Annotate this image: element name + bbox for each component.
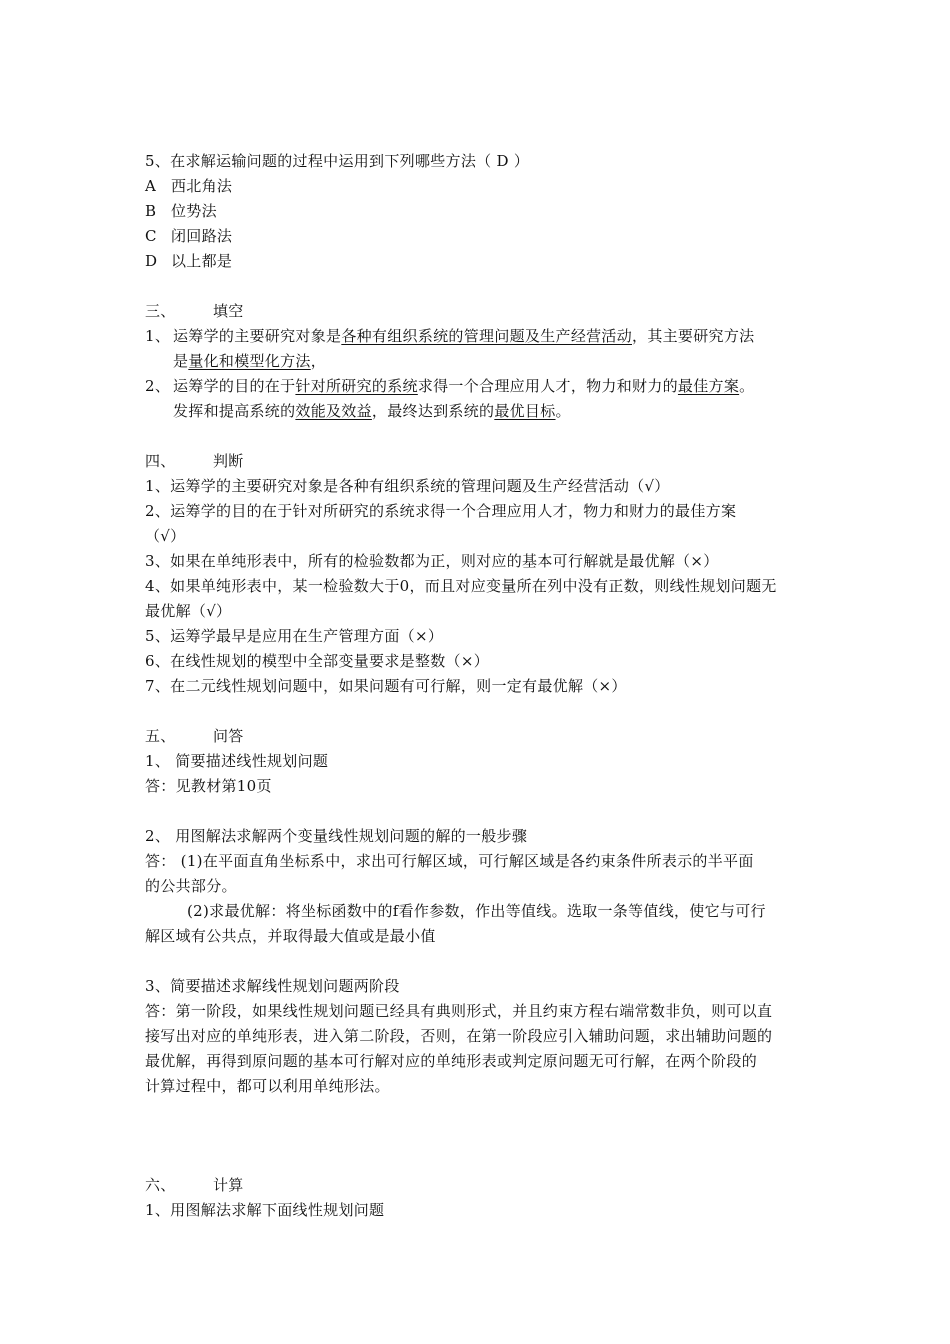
answer-3-line: 计算过程中，都可以利用单纯形法。 <box>145 1077 390 1095</box>
fill-answer: 各种有组织系统的管理问题及生产经营活动 <box>341 327 633 345</box>
question-1: 1、 简要描述线性规划问题 <box>145 752 329 770</box>
judgment-line: 4、如果单纯形表中，某一检验数大于0，而且对应变量所在列中没有正数，则线性规划问题无 <box>145 577 777 595</box>
fill-text: ， <box>310 352 327 370</box>
fill-text: 。 <box>555 402 571 420</box>
judgment-line: 7、在二元线性规划问题中，如果问题有可行解，则一定有最优解（×） <box>145 677 627 695</box>
fill-text: 运筹学的目的在于 <box>173 377 296 395</box>
fill-text: 。 <box>739 377 755 395</box>
option-a <box>145 176 815 196</box>
fill-item-2-line-1 <box>145 376 815 396</box>
fill-answer: 效能及效益 <box>295 402 372 420</box>
option-text: 位势法 <box>171 202 217 220</box>
section-3-heading <box>145 301 815 321</box>
fill-text: 求得一个合理应用人才，物力和财力的 <box>417 377 678 395</box>
section-number: 三、 <box>145 302 176 320</box>
fill-item-1-line-1 <box>145 326 815 346</box>
calc-question-1: 1、用图解法求解下面线性规划问题 <box>145 1201 385 1219</box>
fill-text: ，最终达到系统的 <box>371 402 495 420</box>
fill-item-2-line-2 <box>173 401 843 421</box>
option-letter: B <box>145 202 157 220</box>
option-b <box>145 201 815 221</box>
judgment-line: 6、在线性规划的模型中全部变量要求是整数（×） <box>145 652 490 670</box>
section-number: 五、 <box>145 727 176 745</box>
fill-answer: 量化和模型化方法 <box>188 352 311 370</box>
fill-text: 是 <box>173 352 189 370</box>
answer-3-line: 答：第一阶段，如果线性规划问题已经具有典则形式，并且约束方程右端常数非负，则可以直 <box>145 1002 773 1020</box>
option-text: 以上都是 <box>171 252 233 270</box>
section-title: 问答 <box>213 727 244 745</box>
question-3: 3、简要描述求解线性规划问题两阶段 <box>145 977 400 995</box>
judgment-line: 1、运筹学的主要研究对象是各种有组织系统的管理问题及生产经营活动（√） <box>145 477 670 495</box>
section-5-heading <box>145 726 815 746</box>
fill-text: 运筹学的主要研究对象是 <box>173 327 342 345</box>
option-d <box>145 251 815 271</box>
judgment-line: 3、如果在单纯形表中，所有的检验数都为正，则对应的基本可行解就是最优解（×） <box>145 552 719 570</box>
fill-text: 发挥和提高系统的 <box>173 402 296 420</box>
option-c <box>145 226 815 246</box>
option-letter: C <box>145 227 157 245</box>
section-4-heading <box>145 451 815 471</box>
judgment-line: 最优解（√） <box>145 602 232 620</box>
fill-item-1-line-2 <box>173 351 843 371</box>
section-title: 判断 <box>213 452 244 470</box>
option-text: 闭回路法 <box>171 227 233 245</box>
section-number: 四、 <box>145 452 176 470</box>
item-number: 2、 <box>145 377 171 395</box>
judgment-line: （√） <box>145 527 186 545</box>
answer-2-line: 答： (1)在平面直角坐标系中，求出可行解区域，可行解区域是各约束条件所表示的半平面 <box>145 852 754 870</box>
question-2: 2、 用图解法求解两个变量线性规划问题的解的一般步骤 <box>145 827 528 845</box>
answer-2-line: 解区域有公共点，并取得最大值或是最小值 <box>145 927 436 945</box>
option-letter: A <box>145 177 157 195</box>
option-text: 西北角法 <box>171 177 233 195</box>
section-number: 六、 <box>145 1176 176 1194</box>
answer-3-line: 最优解，再得到原问题的基本可行解对应的单纯形表或判定原问题无可行解，在两个阶段的 <box>145 1052 758 1070</box>
judgment-line: 5、运筹学最早是应用在生产管理方面（×） <box>145 627 444 645</box>
answer-2-line: (2)求最优解：将坐标函数中的f看作参数，作出等值线。选取一条等值线，使它与可行 <box>187 902 766 920</box>
judgment-line: 2、运筹学的目的在于针对所研究的系统求得一个合理应用人才，物力和财力的最佳方案 <box>145 502 737 520</box>
fill-answer: 最佳方案 <box>677 377 740 395</box>
option-letter: D <box>145 252 158 270</box>
fill-text: ，其主要研究方法 <box>632 327 755 345</box>
section-title: 填空 <box>213 302 244 320</box>
item-number: 1、 <box>145 327 171 345</box>
fill-answer: 最优目标 <box>494 402 556 420</box>
answer-1: 答：见教材第10页 <box>145 777 272 795</box>
answer-3-line: 接写出对应的单纯形表，进入第二阶段，否则，在第一阶段应引入辅助问题，求出辅助问题的 <box>145 1027 773 1045</box>
question-5: 5、在求解运输问题的过程中运用到下列哪些方法（ D ） <box>145 152 530 170</box>
fill-answer: 针对所研究的系统 <box>295 377 418 395</box>
section-6-heading <box>145 1175 815 1195</box>
answer-2-line: 的公共部分。 <box>145 877 237 895</box>
section-title: 计算 <box>213 1176 244 1194</box>
